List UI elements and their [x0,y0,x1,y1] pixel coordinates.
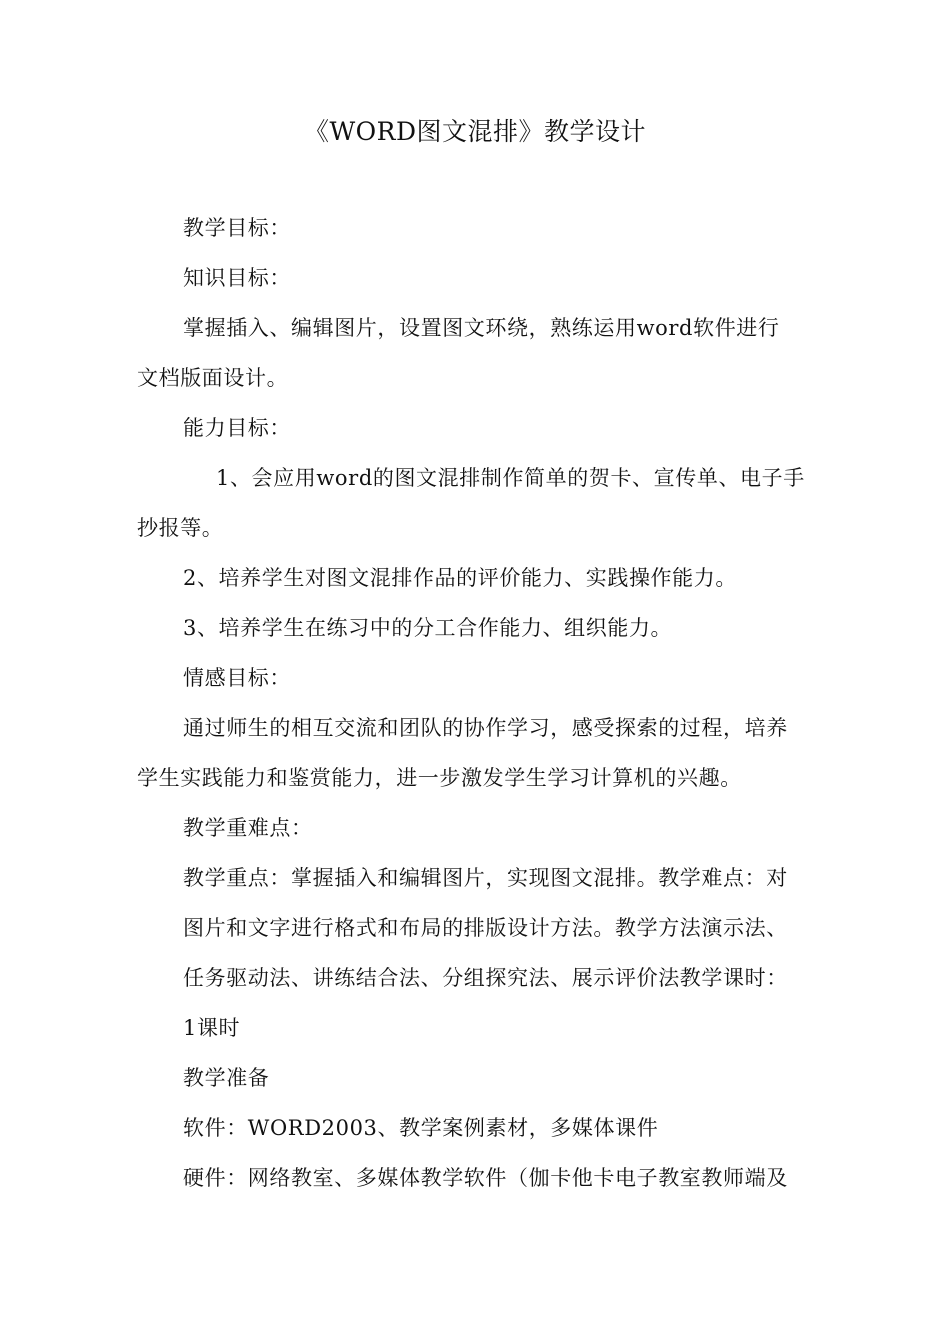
document-title: 《WORD图文混排》教学设计 [303,117,647,146]
paragraph-line: 2、培养学生对图文混排作品的评价能力、实践操作能力。 [183,566,737,590]
paragraph-line: 情感目标： [183,666,291,690]
paragraph-line: 3、培养学生在练习中的分工合作能力、组织能力。 [183,616,673,640]
paragraph-line: 知识目标： [183,266,291,290]
paragraph-line: 硬件：网络教室、多媒体教学软件（伽卡他卡电子教室教师端及 [183,1166,788,1190]
paragraph-line: 1、会应用word的图文混排制作简单的贺卡、宣传单、电子手 [216,466,805,490]
paragraph-line: 教学准备 [183,1066,270,1090]
paragraph-line: 教学重点：掌握插入和编辑图片，实现图文混排。教学难点：对 [183,866,788,890]
paragraph-line: 1课时 [183,1016,241,1040]
paragraph-line: 通过师生的相互交流和团队的协作学习，感受探索的过程，培养 [183,716,788,740]
paragraph-line: 抄报等。 [137,516,224,540]
paragraph-line: 教学目标： [183,216,291,240]
paragraph-line: 掌握插入、编辑图片，设置图文环绕，熟练运用word软件进行 [183,316,780,340]
paragraph-line: 软件：WORD2003、教学案例素材，多媒体课件 [183,1116,659,1140]
paragraph-line: 教学重难点： [183,816,313,840]
paragraph-line: 任务驱动法、讲练结合法、分组探究法、展示评价法教学课时： [183,966,788,990]
paragraph-line: 学生实践能力和鉴赏能力，进一步激发学生学习计算机的兴趣。 [137,766,742,790]
paragraph-line: 文档版面设计。 [137,366,289,390]
paragraph-line: 能力目标： [183,416,291,440]
paragraph-line: 图片和文字进行格式和布局的排版设计方法。教学方法演示法、 [183,916,788,940]
